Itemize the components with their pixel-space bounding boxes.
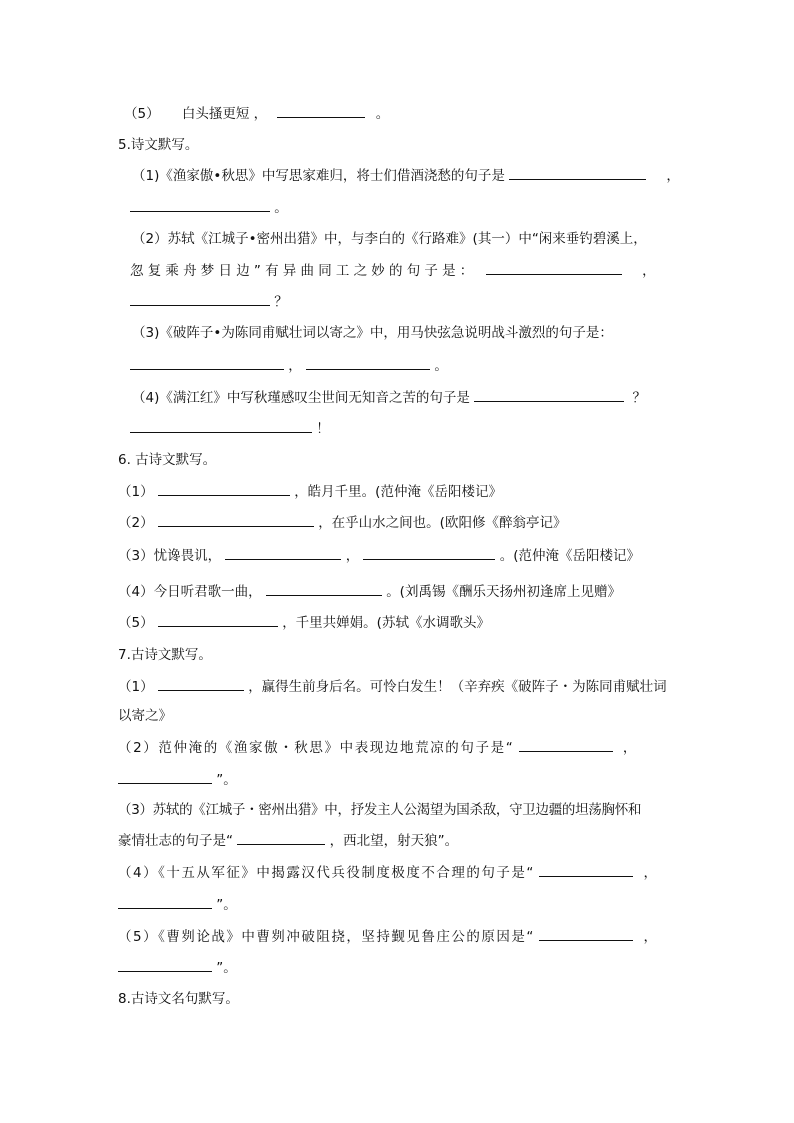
q6-item-4 <box>0 581 794 602</box>
prompt-text: （1)《渔家傲•秋思》中写思家难归，将士们借酒浇愁的句子是 <box>132 168 505 184</box>
item-number: （1） <box>118 679 154 695</box>
punct: 。 <box>434 358 448 374</box>
q6-item-2 <box>0 512 794 533</box>
answer-blank[interactable] <box>363 545 495 560</box>
prompt-text: （4)《满江红》中写秋瑾感叹尘世间无知音之苦的句子是 <box>132 390 470 406</box>
prompt-text: 。(刘禹锡《酬乐天扬州初逢席上见赠》 <box>386 584 621 600</box>
q7-item-2 <box>0 737 794 758</box>
q5-item-2 <box>0 229 794 249</box>
answer-blank[interactable] <box>158 481 290 496</box>
answer-blank[interactable] <box>539 926 633 941</box>
q5-item-1 <box>0 165 794 186</box>
q5-item-3-cont <box>0 355 794 376</box>
prompt-text: （3）忧谗畏讥， <box>118 548 222 564</box>
punct: ”。 <box>216 772 237 788</box>
prompt-text: ，皓月千里。(范仲淹《岳阳楼记》 <box>294 484 502 500</box>
item-number: （1） <box>118 484 154 500</box>
q4-item-5 <box>0 103 794 124</box>
punct: ， <box>666 168 680 184</box>
answer-blank[interactable] <box>539 862 633 877</box>
section-6-heading <box>0 450 794 470</box>
answer-blank[interactable] <box>130 418 312 433</box>
punct: ”。 <box>216 897 237 913</box>
punct: ”。 <box>216 960 237 976</box>
q6-item-5 <box>0 612 794 633</box>
prompt-text: （4）今日听君歌一曲， <box>118 584 262 600</box>
answer-blank[interactable] <box>486 260 622 275</box>
prompt-text: （2）苏轼《江城子•密州出猎》中，与李白的《行路难》(其一）中“闲来垂钓碧溪上， <box>132 231 647 247</box>
section-7-heading <box>0 645 794 665</box>
punct: 。 <box>274 200 288 216</box>
q7-item-4-cont <box>0 894 794 915</box>
prompt-text: （3)《破阵子•为陈同甫赋壮词以寄之》中，用马快弦急说明战斗激烈的句子是： <box>132 325 613 341</box>
punct: ， <box>643 865 657 881</box>
prompt-text: （3）苏轼的《江城子・密州出猎》中，抒发主人公渴望为国杀敌，守卫边疆的坦荡胸怀和 <box>118 802 642 818</box>
q5-item-2-cont2 <box>0 291 794 312</box>
punct: ， <box>345 548 360 564</box>
prompt-text: 豪情壮志的句子是“ <box>118 833 233 849</box>
answer-blank[interactable] <box>130 355 284 370</box>
punct: ， <box>642 263 656 279</box>
heading-text: 8.古诗文名句默写。 <box>118 991 239 1007</box>
q7-item-2-cont <box>0 769 794 790</box>
answer-blank[interactable] <box>474 387 624 402</box>
answer-blank[interactable] <box>158 512 314 527</box>
q5-item-4 <box>0 387 794 408</box>
prompt-text: 以寄之》 <box>118 708 172 724</box>
punct: ， <box>288 358 302 374</box>
answer-blank[interactable] <box>306 355 430 370</box>
punct: 。 <box>375 106 390 122</box>
heading-text: 7.古诗文默写。 <box>118 647 212 663</box>
section-5-heading <box>0 135 794 155</box>
answer-blank[interactable] <box>225 545 341 560</box>
q5-item-1-cont <box>0 197 794 218</box>
prompt-text: 。(范仲淹《岳阳楼记》 <box>499 548 641 564</box>
prompt-text: ，西北望，射天狼”。 <box>329 833 459 849</box>
item-number: （5） <box>124 106 160 122</box>
q7-item-5 <box>0 926 794 947</box>
item-number: （5） <box>118 615 154 631</box>
section-8-heading <box>0 989 794 1009</box>
q7-item-3-cont <box>0 830 794 851</box>
answer-blank[interactable] <box>519 737 613 752</box>
punct: ， <box>622 740 637 756</box>
q7-item-4 <box>0 862 794 883</box>
punct: ？ <box>274 294 288 310</box>
heading-text: 5.诗文默写。 <box>118 137 199 153</box>
punct: ， <box>643 929 657 945</box>
item-number: （2） <box>118 515 154 531</box>
answer-blank[interactable] <box>266 581 382 596</box>
answer-blank[interactable] <box>158 676 244 691</box>
answer-blank[interactable] <box>130 197 270 212</box>
q6-item-1 <box>0 481 794 502</box>
q5-item-4-cont <box>0 418 794 439</box>
answer-blank[interactable] <box>277 103 365 118</box>
prompt-text: （5）《曹刿论战》中曹刿冲破阻挠，坚持觐见鲁庄公的原因是“ <box>118 929 535 945</box>
answer-blank[interactable] <box>237 830 325 845</box>
punct: ？ <box>632 390 646 406</box>
answer-blank[interactable] <box>118 769 212 784</box>
q5-item-2-cont <box>0 260 794 281</box>
heading-text: 6. 古诗文默写。 <box>118 452 217 468</box>
prompt-text: ，千里共婵娟。(苏轼《水调歌头》 <box>282 615 490 631</box>
answer-blank[interactable] <box>130 291 270 306</box>
prompt-text: （4）《十五从军征》中揭露汉代兵役制度极度不合理的句子是“ <box>118 865 535 881</box>
q6-item-3 <box>0 545 794 566</box>
q7-item-5-cont <box>0 957 794 978</box>
prompt-text: 白头搔更短 ， <box>181 106 268 122</box>
punct: ！ <box>316 421 330 437</box>
prompt-text: ，赢得生前身后名。可怜白发生！（辛弃疾《破阵子・为陈同甫赋壮词 <box>248 679 667 695</box>
q7-item-1 <box>0 676 794 697</box>
answer-blank[interactable] <box>118 957 212 972</box>
answer-blank[interactable] <box>509 165 646 180</box>
prompt-text: （2）范仲淹的《渔家傲・秋思》中表现边地荒凉的句子是“ <box>118 740 515 756</box>
q7-item-3 <box>0 800 794 820</box>
prompt-text: ，在乎山水之间也。(欧阳修《醉翁亭记》 <box>318 515 567 531</box>
q5-item-3 <box>0 323 794 343</box>
prompt-text: 忽复乘舟梦日边”有异曲同工之妙的句子是： <box>130 263 478 279</box>
q7-item-1-cont <box>0 706 794 726</box>
answer-blank[interactable] <box>118 894 212 909</box>
answer-blank[interactable] <box>158 612 278 627</box>
